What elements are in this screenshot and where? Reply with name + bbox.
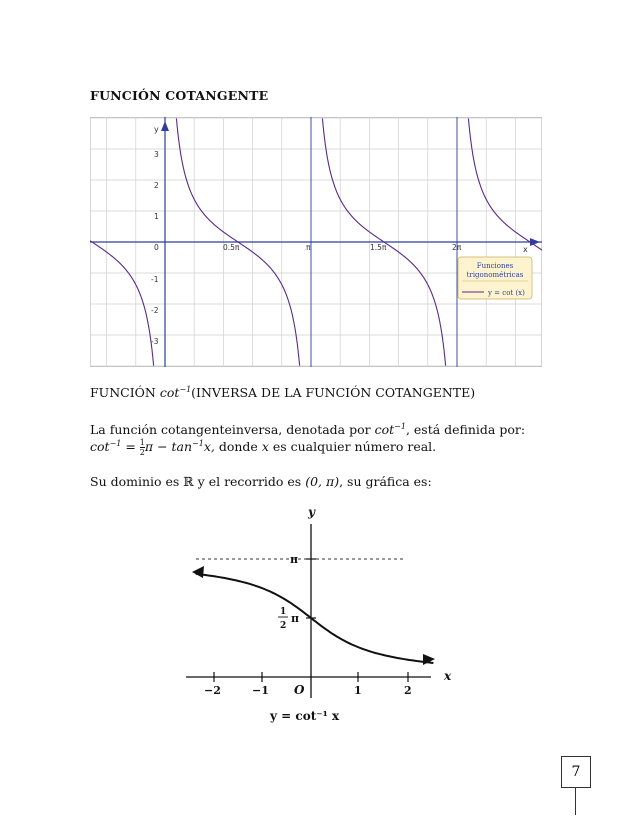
arccot-graph	[186, 502, 456, 728]
x-tick-label: π	[306, 243, 311, 252]
x-tick-label: −2	[204, 684, 221, 697]
x-tick-label: 1	[354, 684, 362, 697]
legend-title: trigonométricas	[466, 271, 524, 279]
y-tick-label: 1	[154, 212, 159, 221]
origin-label: O	[294, 683, 305, 697]
domain-range-paragraph: Su dominio es ℝ y el recorrido es (0, π), su gráfica es:	[90, 474, 432, 489]
half-den: 2	[280, 621, 287, 631]
x-tick-label: 2π	[452, 243, 462, 252]
x-axis-label: x	[444, 669, 452, 683]
curve-left-arrow-icon	[192, 566, 204, 578]
pi-label: π	[290, 553, 299, 566]
y-tick-label: -1	[151, 275, 159, 284]
graph-caption: y = cot⁻¹ x	[270, 709, 340, 723]
x-tick-label: −1	[252, 684, 269, 697]
y-axis-label: y	[308, 505, 315, 519]
x-tick-label: 0.5π	[223, 243, 240, 252]
half-num: 1	[280, 607, 287, 617]
definition-formula: $\cot^{-1}$ = $\frac{1}{2}$ $\pi - \tan^{-1}x$, donde x es cualquier número real.	[90, 438, 437, 458]
y-tick-label: -2	[151, 306, 159, 315]
legend-entry: y = cot (x)	[488, 289, 525, 297]
page-heading: FUNCIÓN COTANGENTE	[90, 88, 269, 103]
section-title: FUNCIÓN $\cot^{-1}(INVERSA$ DE LA FUNCIÓN COTANGENTE)	[90, 385, 476, 401]
page-number-line	[575, 787, 576, 815]
page-number: 7	[561, 756, 591, 788]
y-tick-label: 0	[154, 243, 159, 252]
x-axis-label: x	[523, 245, 528, 254]
half-pi-label: π	[291, 612, 300, 625]
y-tick-label: 2	[154, 181, 159, 190]
cotangent-graph	[90, 117, 542, 367]
y-axis-label: y	[154, 125, 159, 134]
definition-paragraph: La función cotangenteinversa, denotada por $\cot^{-1}$, está definida por:	[90, 422, 526, 438]
y-tick-label: 3	[154, 150, 159, 159]
x-tick-label: 1.5π	[370, 243, 387, 252]
fraction-one-half: $\frac{1}{2}$	[139, 438, 145, 458]
legend-title: Funciones	[476, 262, 514, 270]
legend	[458, 257, 532, 299]
y-tick-label: -3	[151, 337, 159, 346]
x-tick-label: 2	[404, 684, 412, 697]
